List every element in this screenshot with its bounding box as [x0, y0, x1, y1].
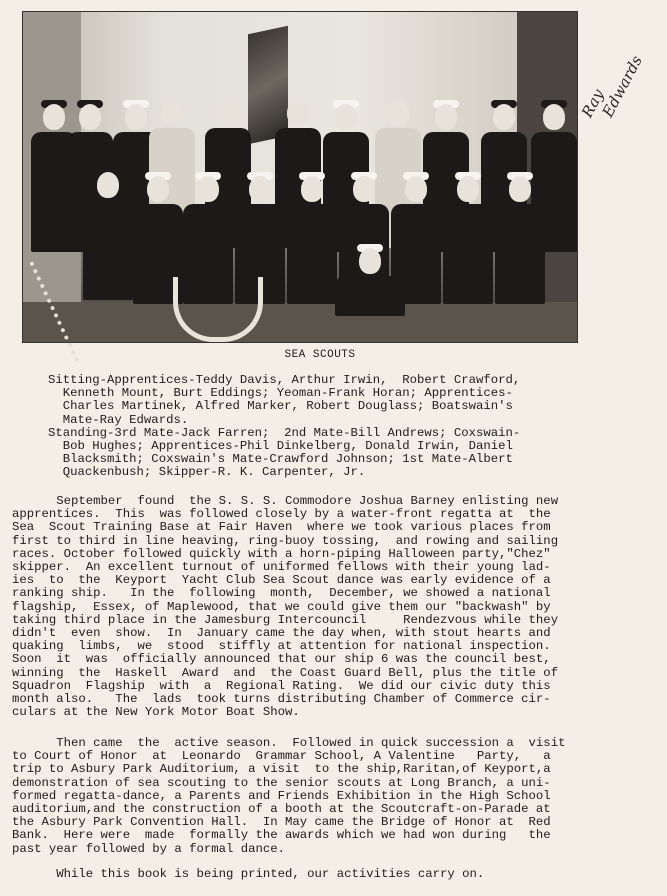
- text-line: month also. The lads took turns distributing Chamber of Commerce cir-: [12, 692, 551, 707]
- caption-line: Mate-Ray Edwards.: [48, 412, 189, 427]
- text-line: Soon it was officially announced that our ship 6 was the council best,: [12, 652, 551, 667]
- text-line: apprentices. This was followed closely by a water-front regatta at the: [12, 507, 551, 522]
- text-line: Sea Scout Training Base at Fair Haven where we took various places from: [12, 520, 551, 535]
- caption-line: Sitting-Apprentices-Teddy Davis, Arthur Irwin, Robert Crawford,: [48, 373, 521, 387]
- paragraph-fall-activities: [12, 495, 630, 719]
- text-line: ies to the Keyport Yacht Club Sea Scout dance was early evidence of a: [12, 573, 551, 588]
- text-line: flagship, Essex, of Maplewood, that we could give them our "backwash" by: [12, 599, 551, 614]
- text-line: to Court of Honor at Leonardo Grammar School, A Valentine Party, a: [12, 749, 551, 764]
- group-photo: [22, 11, 578, 343]
- sitting-person: [287, 172, 337, 304]
- caption-line: Quackenbush; Skipper-R. K. Carpenter, Jr.: [48, 465, 366, 480]
- text-line: Then came the active season. Followed in quick succession a visit: [12, 736, 566, 750]
- text-line: skipper. An excellent turnout of uniformed fellows with their young lad-: [12, 560, 551, 575]
- text-line: Bank. Here were made formally the awards which we had won during the: [12, 828, 551, 843]
- caption-line: Bob Hughes; Apprentices-Phil Dinkelberg, Donald Irwin, Daniel: [48, 439, 513, 454]
- text-line: first to third in line heaving, ring-buoy tossing, and rowing and sailing: [12, 533, 559, 548]
- caption-title: SEA SCOUTS: [284, 349, 356, 361]
- sitting-person: [495, 172, 545, 304]
- caption-line: Charles Martinek, Alfred Marker, Robert Douglass; Boatswain's: [48, 399, 513, 414]
- text-line: taking third place in the Jamesburg Intercouncil Rendezvous while they: [12, 612, 559, 627]
- paragraph-closing: While this book is being printed, our activities carry on.: [12, 867, 485, 881]
- text-line: trip to Asbury Park Auditorium, a visit to the ship,Raritan,of Keyport,a: [12, 762, 551, 777]
- text-line: past year followed by a formal dance.: [12, 841, 286, 856]
- sitting-person: [443, 172, 493, 304]
- paragraph-active-season: [12, 737, 630, 856]
- text-line: auditorium,and the construction of a booth at the Scoutcraft-on-Parade at: [12, 802, 551, 817]
- text-line: culars at the New York Motor Boat Show.: [12, 705, 300, 720]
- handwritten-signature: [578, 50, 664, 140]
- signature-first: Ray: [578, 86, 608, 121]
- caption-line: Standing-3rd Mate-Jack Farren; 2nd Mate-Bill Andrews; Coxswain-: [48, 425, 521, 440]
- text-line: Squadron Flagship with a Regional Rating. We did our civic duty this: [12, 678, 551, 693]
- signature-last: Edwards: [598, 52, 646, 121]
- text-line: demonstration of sea scouting to the senior scouts at Long Branch, a uni-: [12, 775, 551, 790]
- text-line: September found the S. S. S. Commodore Joshua Barney enlisting new: [12, 494, 559, 508]
- text-line: races. October followed quickly with a horn-piping Halloween party,"Chez": [12, 546, 551, 561]
- text-line: quaking limbs, we stood stiffly at attention for national inspection.: [12, 639, 551, 654]
- text-line: didn't even show. In January came the day when, with stout hearts and: [12, 626, 551, 641]
- caption-line: Blacksmith; Coxswain's Mate-Crawford Johnson; 1st Mate-Albert: [48, 452, 513, 467]
- text-line: formed regatta-dance, a Parents and Friends Exhibition in the High School: [12, 788, 551, 803]
- front-sitting-person: [335, 244, 405, 316]
- caption-line: Kenneth Mount, Burt Eddings; Yeoman-Frank Horan; Apprentices-: [48, 386, 513, 401]
- text-line: ranking ship. In the following month, December, we showed a national: [12, 586, 551, 601]
- photo-caption: [48, 374, 608, 480]
- text-line: winning the Haskell Award and the Coast Guard Bell, plus the title of: [12, 665, 559, 680]
- text-line: the Asbury Park Convention Hall. In May came the Bridge of Honor at Red: [12, 815, 551, 830]
